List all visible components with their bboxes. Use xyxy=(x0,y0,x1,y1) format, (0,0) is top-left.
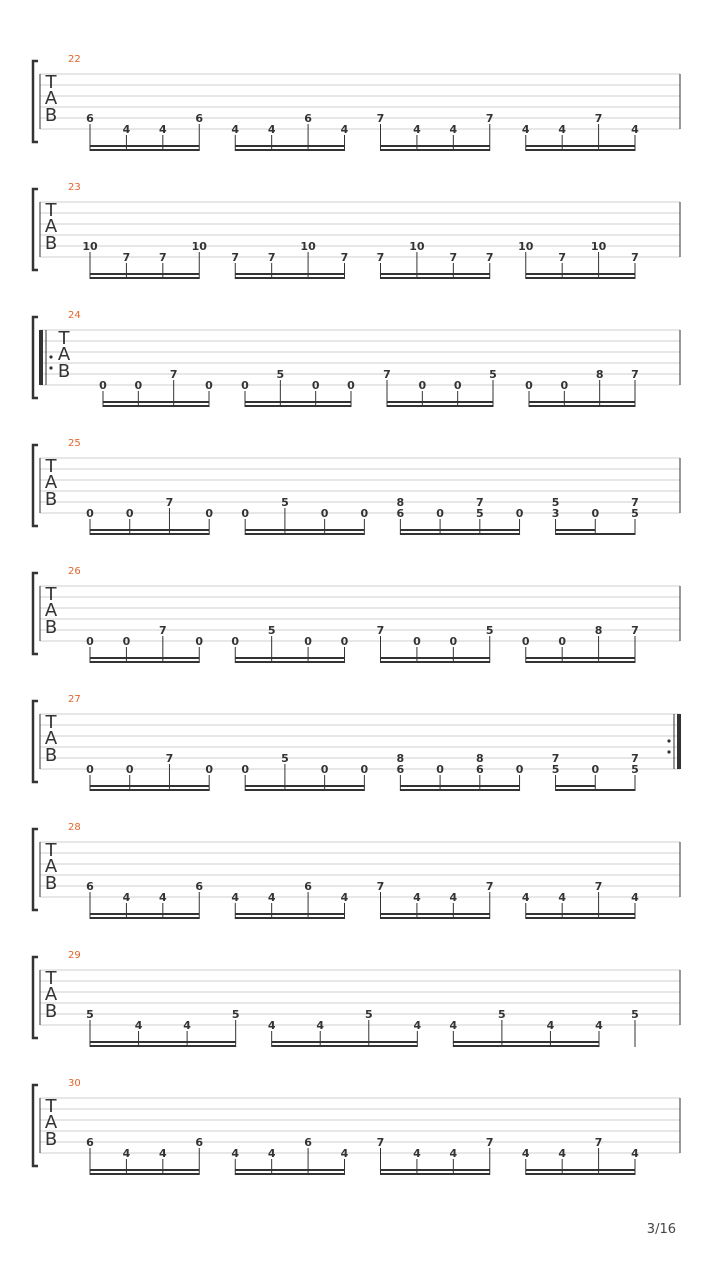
fret-number: 6 xyxy=(304,1136,312,1149)
tab-clef-letter: B xyxy=(44,1001,58,1022)
fret-number: 0 xyxy=(125,763,134,776)
fret-number: 6 xyxy=(396,507,405,520)
fret-number: 0 xyxy=(86,635,94,648)
beam-primary xyxy=(387,405,493,407)
beam-primary xyxy=(526,1173,635,1175)
beam-primary xyxy=(90,533,209,535)
fret-number: 4 xyxy=(631,123,639,136)
tab-clef-letter: T xyxy=(45,968,57,989)
fret-number: 7 xyxy=(165,752,174,765)
beam-secondary xyxy=(90,785,209,787)
fret-number: 7 xyxy=(376,251,385,264)
fret-number: 0 xyxy=(205,763,214,776)
fret-number: 0 xyxy=(134,379,143,392)
beam-secondary xyxy=(381,273,490,275)
fret-number: 7 xyxy=(551,752,560,765)
fret-number: 4 xyxy=(340,891,349,904)
fret-number: 8 xyxy=(396,496,405,509)
fret-number: 4 xyxy=(159,891,167,904)
beam-primary xyxy=(453,1045,599,1047)
tab-clef-letter: B xyxy=(44,105,58,126)
tab-clef-letter: T xyxy=(45,712,57,733)
beam-primary xyxy=(90,277,199,279)
beam-primary xyxy=(381,917,490,919)
fret-number: 4 xyxy=(449,123,458,136)
fret-number: 0 xyxy=(231,635,240,648)
system-bracket xyxy=(33,189,38,270)
measure-number: 23 xyxy=(68,182,81,193)
fret-number: 5 xyxy=(631,1008,639,1021)
measure-number: 26 xyxy=(68,566,81,577)
fret-number: 4 xyxy=(521,1147,530,1160)
tab-clef-letter: A xyxy=(44,984,58,1005)
fret-number: 4 xyxy=(267,891,276,904)
repeat-end-thick-bar xyxy=(677,714,681,769)
beam-secondary xyxy=(90,913,199,915)
fret-number: 0 xyxy=(521,635,530,648)
beam-primary xyxy=(526,661,635,663)
fret-number: 6 xyxy=(86,112,94,125)
fret-number: 4 xyxy=(449,1147,458,1160)
beam-primary xyxy=(90,917,199,919)
fret-number: 0 xyxy=(125,507,134,520)
fret-number: 4 xyxy=(316,1019,325,1032)
fret-number: 0 xyxy=(304,635,312,648)
beam-primary xyxy=(90,149,199,151)
fret-number: 0 xyxy=(436,507,444,520)
repeat-dot xyxy=(49,366,52,369)
fret-number: 5 xyxy=(231,1008,240,1021)
repeat-dot xyxy=(667,750,670,753)
fret-number: 6 xyxy=(304,112,312,125)
beam-secondary xyxy=(90,273,199,275)
beam-primary xyxy=(381,1173,490,1175)
fret-number: 10 xyxy=(590,240,607,253)
beam-primary xyxy=(381,661,490,663)
measure-number: 22 xyxy=(68,54,81,65)
beam-secondary xyxy=(526,145,635,147)
beam-secondary xyxy=(400,785,519,787)
fret-number: 6 xyxy=(304,880,312,893)
tab-clef-letter: B xyxy=(44,617,58,638)
fret-number: 0 xyxy=(311,379,320,392)
fret-number: 0 xyxy=(86,763,94,776)
beam-primary xyxy=(90,661,199,663)
fret-number: 7 xyxy=(122,251,131,264)
tab-clef-letter: B xyxy=(44,489,58,510)
fret-number: 5 xyxy=(631,507,639,520)
fret-number: 5 xyxy=(485,624,494,637)
fret-number: 7 xyxy=(267,251,276,264)
fret-number: 6 xyxy=(86,880,94,893)
fret-number: 5 xyxy=(276,368,285,381)
system-bracket xyxy=(33,61,38,142)
beam-primary xyxy=(272,1045,418,1047)
fret-number: 4 xyxy=(122,891,131,904)
fret-number: 4 xyxy=(122,123,131,136)
tab-clef-letter: A xyxy=(44,472,58,493)
fret-number: 4 xyxy=(340,123,349,136)
beam-primary xyxy=(245,533,364,535)
fret-number: 6 xyxy=(396,763,405,776)
fret-number: 4 xyxy=(413,123,421,136)
fret-number: 4 xyxy=(267,123,276,136)
beam-secondary xyxy=(235,1169,344,1171)
tab-clef-letter: A xyxy=(44,600,58,621)
measure-number: 25 xyxy=(68,438,81,449)
fret-number: 7 xyxy=(631,368,639,381)
beam-secondary xyxy=(90,1041,236,1043)
beam-primary xyxy=(90,1045,236,1047)
beam-secondary xyxy=(400,529,519,531)
beam-secondary xyxy=(387,401,493,403)
beam-primary xyxy=(245,789,364,791)
tab-clef-letter: A xyxy=(44,1112,58,1133)
fret-number: 4 xyxy=(267,1019,276,1032)
fret-number: 0 xyxy=(340,635,349,648)
beam-primary xyxy=(529,405,635,407)
beam-primary xyxy=(400,533,519,535)
fret-number: 4 xyxy=(558,1147,566,1160)
fret-number: 4 xyxy=(231,123,240,136)
beam-primary xyxy=(556,789,635,791)
fret-number: 7 xyxy=(558,251,566,264)
fret-number: 7 xyxy=(475,496,484,509)
fret-number: 7 xyxy=(594,112,603,125)
fret-number: 10 xyxy=(300,240,316,253)
fret-number: 0 xyxy=(413,635,421,648)
measure-number: 28 xyxy=(68,822,81,833)
fret-number: 5 xyxy=(86,1008,94,1021)
beam-secondary xyxy=(103,401,209,403)
fret-number: 0 xyxy=(515,507,524,520)
fret-number: 0 xyxy=(436,763,444,776)
fret-number: 5 xyxy=(281,752,289,765)
fret-number: 4 xyxy=(449,1019,458,1032)
fret-number: 3 xyxy=(551,507,560,520)
fret-number: 0 xyxy=(320,763,329,776)
fret-number: 5 xyxy=(551,763,560,776)
system-bracket xyxy=(33,1085,38,1166)
beam-secondary xyxy=(245,401,351,403)
fret-number: 0 xyxy=(558,635,566,648)
fret-number: 7 xyxy=(231,251,240,264)
fret-number: 0 xyxy=(453,379,462,392)
beam-primary xyxy=(103,405,209,407)
beam-primary xyxy=(235,661,344,663)
fret-number: 0 xyxy=(122,635,131,648)
fret-number: 4 xyxy=(521,891,530,904)
repeat-dot xyxy=(49,355,52,358)
fret-number: 4 xyxy=(159,123,167,136)
fret-number: 0 xyxy=(99,379,107,392)
beam-primary xyxy=(245,405,351,407)
fret-number: 0 xyxy=(86,507,94,520)
beam-secondary xyxy=(526,657,635,659)
fret-number: 6 xyxy=(195,112,204,125)
tab-clef-letter: B xyxy=(57,361,71,382)
beam-primary xyxy=(526,149,635,151)
beam-secondary xyxy=(526,273,635,275)
fret-number: 0 xyxy=(515,763,524,776)
beam-primary xyxy=(235,1173,344,1175)
fret-number: 4 xyxy=(134,1019,143,1032)
tab-clef-letter: A xyxy=(44,88,58,109)
measure-number: 30 xyxy=(68,1078,81,1089)
beam-secondary xyxy=(556,529,596,531)
fret-number: 7 xyxy=(383,368,391,381)
beam-secondary xyxy=(235,913,344,915)
fret-number: 7 xyxy=(594,1136,603,1149)
tab-clef-letter: B xyxy=(44,873,58,894)
tab-clef-letter: T xyxy=(58,328,70,349)
measure-number: 27 xyxy=(68,694,81,705)
tab-clef-letter: A xyxy=(44,856,58,877)
fret-number: 0 xyxy=(560,379,569,392)
fret-number: 7 xyxy=(485,251,494,264)
fret-number: 7 xyxy=(376,880,385,893)
beam-primary xyxy=(90,789,209,791)
fret-number: 4 xyxy=(122,1147,131,1160)
beam-primary xyxy=(90,1173,199,1175)
tab-clef-letter: T xyxy=(45,72,57,93)
beam-secondary xyxy=(245,785,364,787)
tab-clef-letter: T xyxy=(45,456,57,477)
fret-number: 7 xyxy=(485,880,494,893)
fret-number: 4 xyxy=(231,891,240,904)
fret-number: 4 xyxy=(267,1147,276,1160)
system-bracket xyxy=(33,957,38,1038)
fret-number: 6 xyxy=(195,880,204,893)
fret-number: 5 xyxy=(551,496,560,509)
beam-secondary xyxy=(526,1169,635,1171)
fret-number: 7 xyxy=(376,1136,385,1149)
fret-number: 5 xyxy=(498,1008,506,1021)
fret-number: 4 xyxy=(231,1147,240,1160)
beam-secondary xyxy=(90,529,209,531)
beam-secondary xyxy=(381,1169,490,1171)
system-bracket xyxy=(33,445,38,526)
beam-primary xyxy=(556,533,635,535)
fret-number: 7 xyxy=(631,624,639,637)
fret-number: 4 xyxy=(183,1019,191,1032)
fret-number: 0 xyxy=(241,763,250,776)
fret-number: 4 xyxy=(546,1019,555,1032)
fret-number: 0 xyxy=(347,379,355,392)
fret-number: 5 xyxy=(364,1008,373,1021)
measure-number: 24 xyxy=(68,310,81,321)
beam-secondary xyxy=(90,145,199,147)
fret-number: 4 xyxy=(595,1019,603,1032)
fret-number: 7 xyxy=(631,752,639,765)
beam-secondary xyxy=(529,401,635,403)
tab-clef-letter: B xyxy=(44,1129,58,1150)
fret-number: 7 xyxy=(340,251,349,264)
fret-number: 0 xyxy=(591,763,600,776)
fret-number: 4 xyxy=(631,891,639,904)
fret-number: 0 xyxy=(320,507,329,520)
fret-number: 0 xyxy=(360,763,369,776)
measure-number: 29 xyxy=(68,950,81,961)
fret-number: 4 xyxy=(413,891,421,904)
repeat-dot xyxy=(667,739,670,742)
beam-secondary xyxy=(245,529,364,531)
fret-number: 6 xyxy=(86,1136,94,1149)
fret-number: 7 xyxy=(165,496,174,509)
beam-secondary xyxy=(235,273,344,275)
fret-number: 5 xyxy=(631,763,639,776)
fret-number: 4 xyxy=(340,1147,349,1160)
fret-number: 0 xyxy=(195,635,204,648)
beam-secondary xyxy=(453,1041,599,1043)
system-bracket xyxy=(33,701,38,782)
fret-number: 5 xyxy=(489,368,497,381)
fret-number: 7 xyxy=(594,880,603,893)
beam-primary xyxy=(235,149,344,151)
fret-number: 10 xyxy=(191,240,207,253)
tab-clef-letter: A xyxy=(57,344,71,365)
beam-primary xyxy=(526,917,635,919)
fret-number: 4 xyxy=(413,1019,422,1032)
fret-number: 4 xyxy=(449,891,458,904)
fret-number: 10 xyxy=(409,240,425,253)
repeat-start-thick-bar xyxy=(39,330,43,385)
fret-number: 0 xyxy=(418,379,427,392)
fret-number: 7 xyxy=(485,1136,494,1149)
fret-number: 7 xyxy=(159,251,167,264)
fret-number: 0 xyxy=(591,507,600,520)
fret-number: 10 xyxy=(518,240,534,253)
tab-clef-letter: A xyxy=(44,728,58,749)
system-bracket xyxy=(33,573,38,654)
beam-secondary xyxy=(90,657,199,659)
fret-number: 7 xyxy=(159,624,167,637)
fret-number: 7 xyxy=(169,368,178,381)
fret-number: 8 xyxy=(595,368,604,381)
tab-clef-letter: B xyxy=(44,745,58,766)
fret-number: 5 xyxy=(267,624,276,637)
beam-secondary xyxy=(381,913,490,915)
fret-number: 0 xyxy=(205,379,213,392)
fret-number: 7 xyxy=(485,112,494,125)
fret-number: 7 xyxy=(449,251,458,264)
beam-secondary xyxy=(556,785,596,787)
tab-clef-letter: B xyxy=(44,233,58,254)
fret-number: 7 xyxy=(631,496,639,509)
fret-number: 4 xyxy=(631,1147,639,1160)
page-number: 3/16 xyxy=(646,1222,676,1237)
fret-number: 8 xyxy=(396,752,405,765)
beam-secondary xyxy=(90,1169,199,1171)
beam-primary xyxy=(235,917,344,919)
fret-number: 0 xyxy=(241,507,250,520)
fret-number: 4 xyxy=(413,1147,421,1160)
fret-number: 8 xyxy=(594,624,603,637)
fret-number: 4 xyxy=(159,1147,167,1160)
fret-number: 5 xyxy=(281,496,289,509)
tab-clef-letter: T xyxy=(45,200,57,221)
fret-number: 0 xyxy=(205,507,214,520)
beam-primary xyxy=(235,277,344,279)
tab-clef-letter: T xyxy=(45,840,57,861)
beam-secondary xyxy=(381,657,490,659)
beam-secondary xyxy=(272,1041,418,1043)
beam-primary xyxy=(381,277,490,279)
fret-number: 0 xyxy=(241,379,249,392)
tab-clef-letter: T xyxy=(45,1096,57,1117)
fret-number: 4 xyxy=(521,123,530,136)
system-bracket xyxy=(33,317,38,398)
fret-number: 0 xyxy=(525,379,533,392)
fret-number: 10 xyxy=(82,240,98,253)
beam-primary xyxy=(381,149,490,151)
tab-clef-letter: A xyxy=(44,216,58,237)
beam-primary xyxy=(526,277,635,279)
beam-secondary xyxy=(381,145,490,147)
fret-number: 7 xyxy=(631,251,639,264)
tab-clef-letter: T xyxy=(45,584,57,605)
fret-number: 6 xyxy=(475,763,484,776)
beam-secondary xyxy=(526,913,635,915)
fret-number: 5 xyxy=(475,507,484,520)
fret-number: 0 xyxy=(360,507,369,520)
fret-number: 7 xyxy=(376,624,385,637)
fret-number: 4 xyxy=(558,891,566,904)
fret-number: 0 xyxy=(449,635,458,648)
fret-number: 8 xyxy=(475,752,484,765)
beam-secondary xyxy=(235,145,344,147)
fret-number: 4 xyxy=(558,123,566,136)
system-bracket xyxy=(33,829,38,910)
beam-primary xyxy=(400,789,519,791)
fret-number: 7 xyxy=(376,112,385,125)
fret-number: 6 xyxy=(195,1136,204,1149)
beam-secondary xyxy=(235,657,344,659)
